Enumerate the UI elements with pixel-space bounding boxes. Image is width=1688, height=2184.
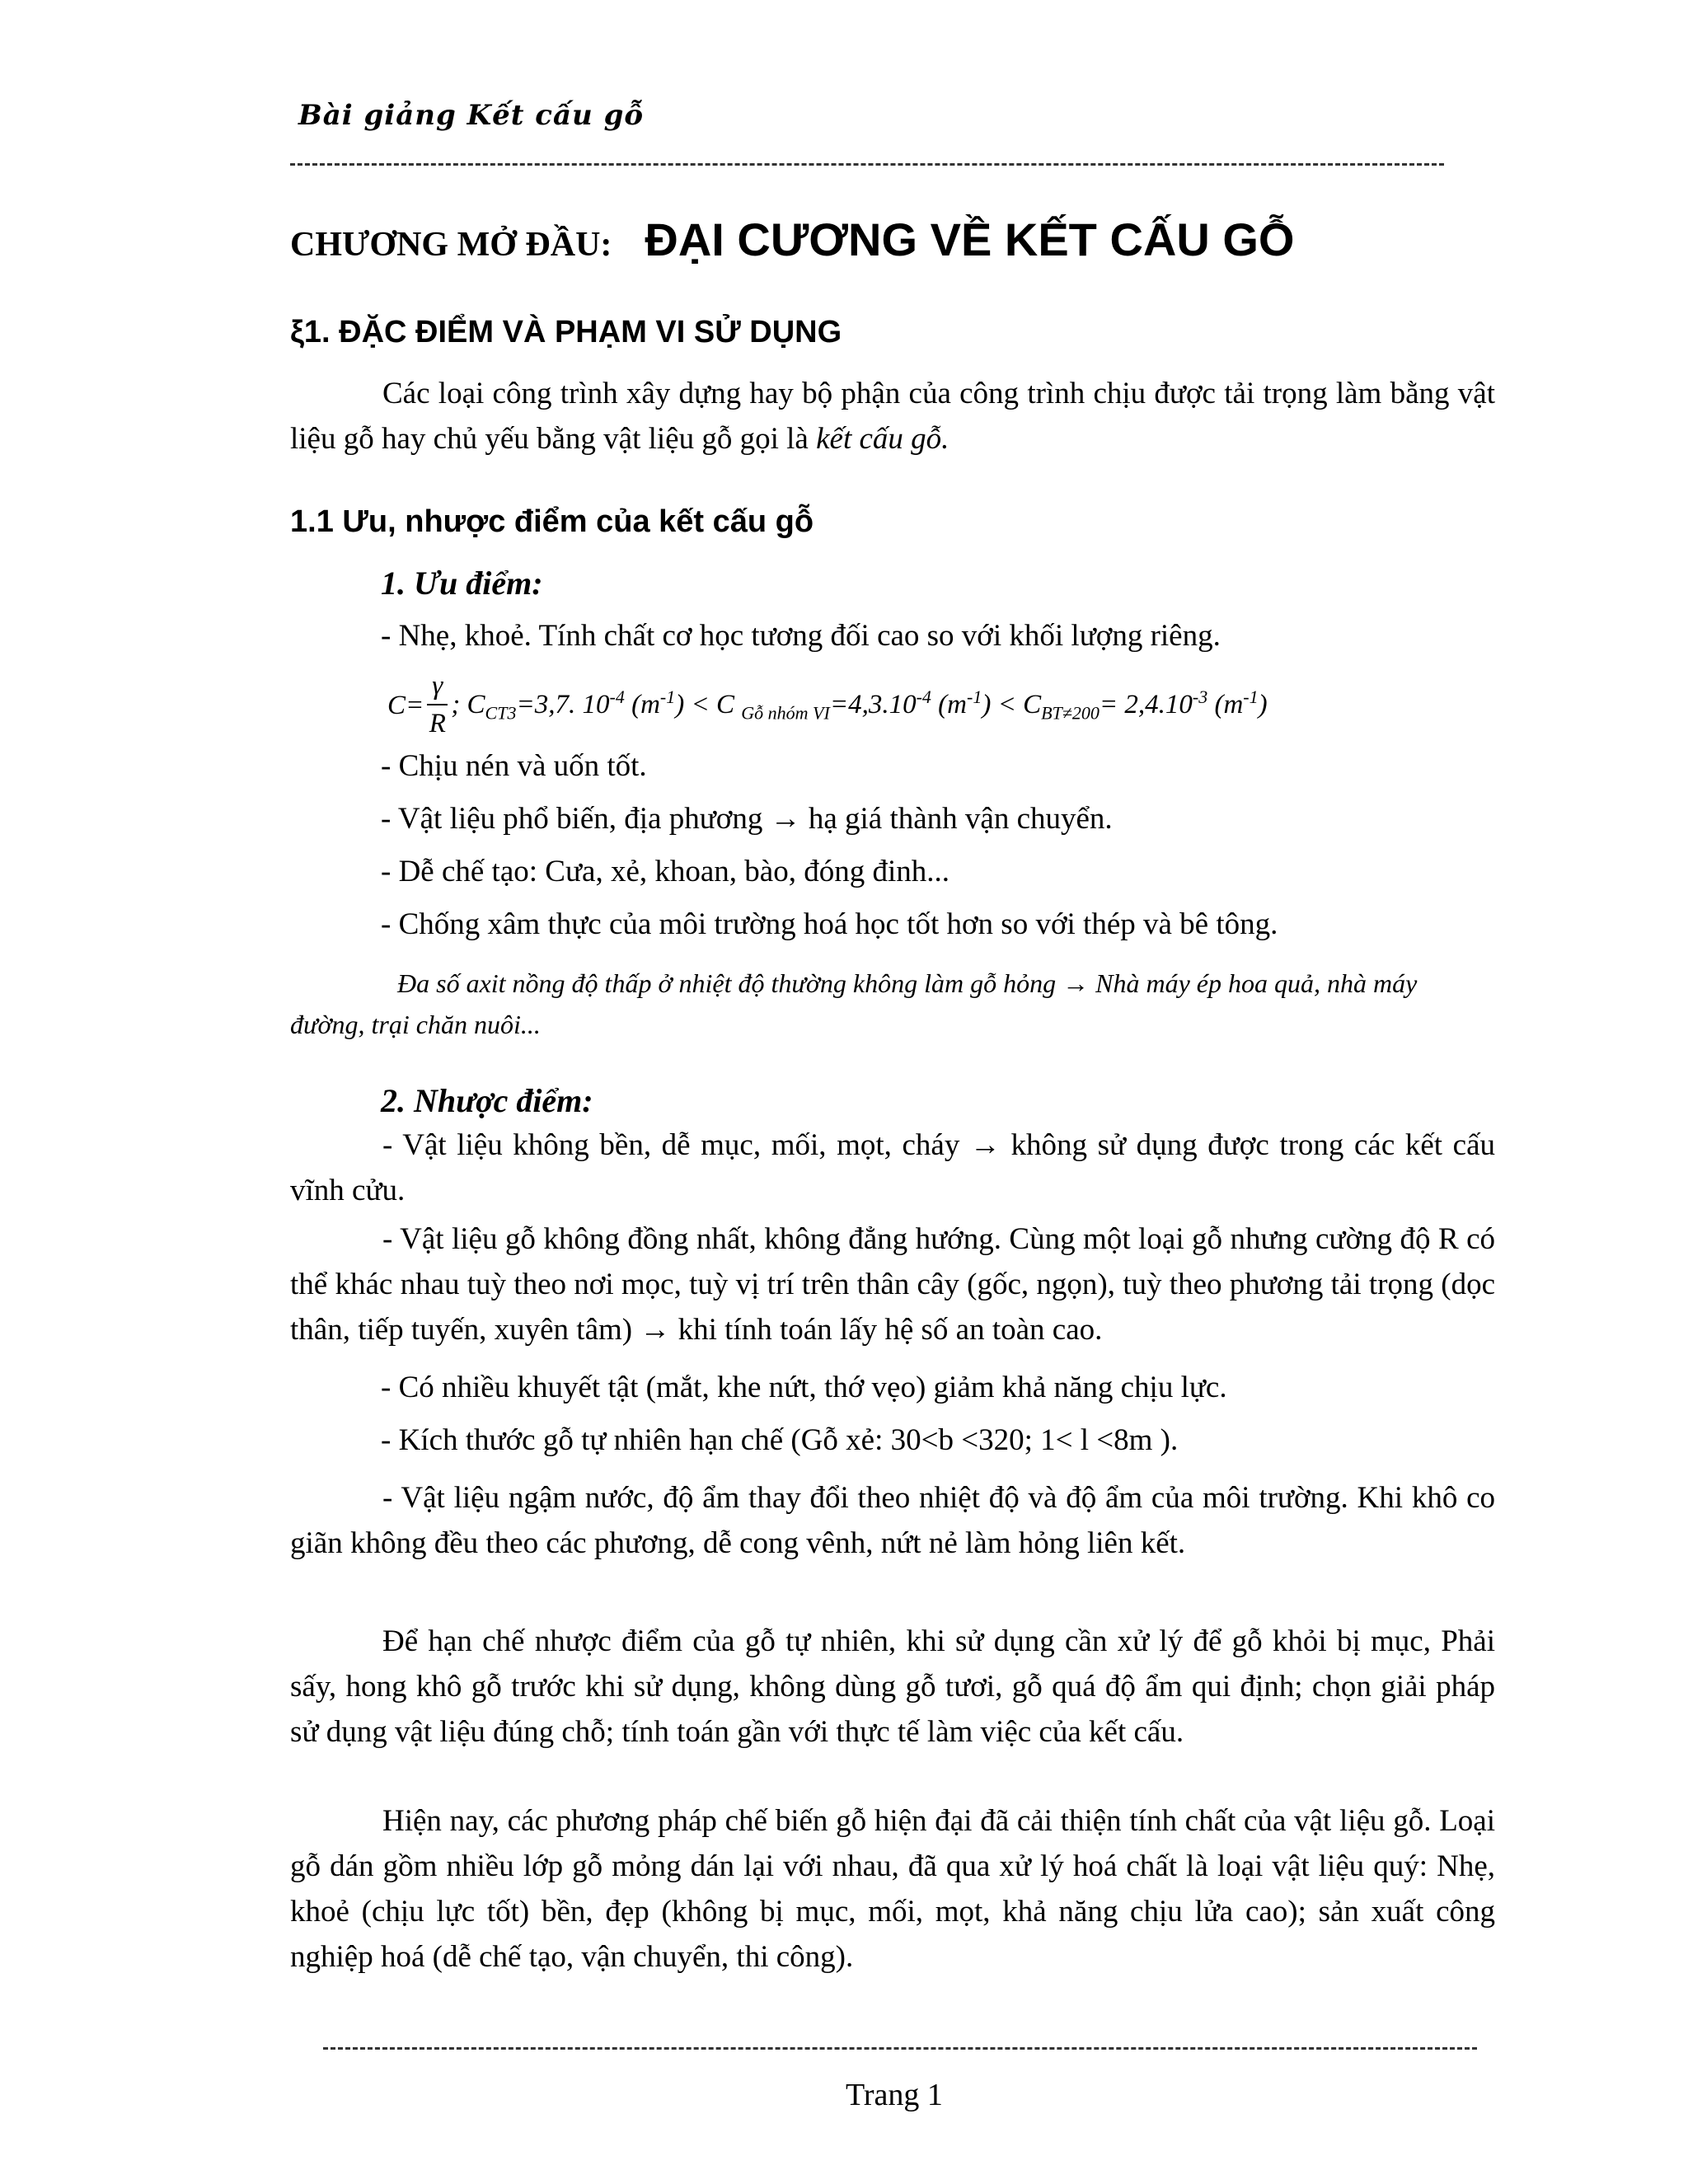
disadvantage-item: - Vật liệu gỗ không đồng nhất, không đẳng hướng. Cùng một loại gỗ nhưng cường độ R có thể khác nhau tuỳ theo nơi mọc, tuỳ vị trí trên thân cây (gốc, ngọn), tuỳ theo phương tải trọng (dọc thân, tiếp tuyến, xuyên tâm) → khi tính toán lấy hệ số an toàn cao. bbox=[290, 1222, 1495, 1347]
subsection-heading: 1.1 Ưu, nhược điểm của kết cấu gỗ bbox=[290, 504, 814, 539]
running-header: Bài giảng Kết cấu gỗ bbox=[298, 99, 645, 132]
section-heading: ξ1. ĐẶC ĐIỂM VÀ PHẠM VI SỬ DỤNG bbox=[290, 315, 842, 349]
formula-lhs: C= bbox=[387, 690, 424, 720]
advantage-item: - Chống xâm thực của môi trường hoá học tốt hơn so với thép và bê tông. bbox=[381, 907, 1278, 941]
body-paragraph: Để hạn chế nhược điểm của gỗ tự nhiên, khi sử dụng cần xử lý để gỗ khỏi bị mục, Phải sấy, hong khô gỗ trước khi sử dụng, không dùng gỗ tươi, gỗ quá độ ẩm qui định; chọn giải pháp sử dụng vật liệu đúng chỗ; tính toán gần với thực tế làm việc của kết cấu. bbox=[290, 1624, 1495, 1749]
formula-body: ; $C_{CT3}=3,7$. $10^{-4}$ $(m^{-1}) < C$ $_{Gỗ nhóm VI}=4,3.10^{-4}$ $(m^{-1}) < C_{BT\ne 200}= 2,4.10^{-3}$ $(m^{-1})$ bbox=[451, 687, 1268, 724]
advantage-note: Đa số axit nồng độ thấp ở nhiệt độ thường không làm gỗ hỏng → Nhà máy ép hoa quả, nhà máy đường, trại chăn nuôi... bbox=[290, 968, 1418, 1039]
intro-text: Các loại công trình xây dựng hay bộ phận của công trình chịu được tải trọng làm bằng vật liệu gỗ hay chủ yếu bằng vật liệu gỗ gọi là bbox=[290, 377, 1495, 456]
page-number: Trang 1 bbox=[846, 2078, 943, 2112]
intro-paragraph bbox=[290, 371, 1495, 462]
advantage-item: - Chịu nén và uốn tốt. bbox=[381, 749, 647, 783]
formula-numerator: γ bbox=[427, 669, 448, 705]
disadvantage-item: - Vật liệu ngậm nước, độ ẩm thay đổi theo nhiệt độ và độ ẩm của môi trường. Khi khô co giãn không đều theo các phương, dễ cong vênh, nứt nẻ làm hỏng liên kết. bbox=[290, 1481, 1495, 1560]
footer-rule bbox=[323, 2047, 1477, 2050]
advantage-item: - Nhẹ, khoẻ. Tính chất cơ học tương đối cao so với khối lượng riêng. bbox=[381, 619, 1221, 653]
intro-term: kết cấu gỗ. bbox=[816, 422, 950, 456]
body-paragraph: Hiện nay, các phương pháp chế biến gỗ hiện đại đã cải thiện tính chất của vật liệu gỗ. Loại gỗ dán gồm nhiều lớp gỗ mỏng dán lại với nhau, đã qua xử lý hoá chất là loại vật liệu quý: Nhẹ, khoẻ (chịu lực tốt) bền, đẹp (không bị mục, mối, mọt, khả năng chịu lửa cao); sản xuất công nghiệp hoá (dễ chế tạo, vận chuyển, thi công). bbox=[290, 1804, 1495, 1974]
chapter-title bbox=[290, 213, 1294, 266]
header-rule bbox=[290, 163, 1444, 166]
chapter-main-title: ĐẠI CƯƠNG VỀ KẾT CẤU GỖ bbox=[645, 213, 1295, 265]
disadvantage-item: - Kích thước gỗ tự nhiên hạn chế (Gỗ xẻ: 30<b <320; 1< l <8m ). bbox=[381, 1423, 1179, 1457]
advantages-heading: 1. Ưu điểm: bbox=[381, 565, 543, 602]
formula-fraction bbox=[427, 669, 448, 742]
disadvantage-item: - Vật liệu không bền, dễ mục, mối, mọt, cháy → không sử dụng được trong các kết cấu vĩnh cửu. bbox=[290, 1128, 1495, 1207]
formula-denominator: R bbox=[429, 709, 446, 738]
advantage-item: - Vật liệu phổ biến, địa phương → hạ giá thành vận chuyển. bbox=[381, 802, 1113, 836]
chapter-prefix: CHƯƠNG MỞ ĐẦU: bbox=[290, 226, 612, 264]
disadvantage-item: - Có nhiều khuyết tật (mắt, khe nứt, thớ vẹo) giảm khả năng chịu lực. bbox=[381, 1371, 1227, 1404]
disadvantages-heading: 2. Nhược điểm: bbox=[381, 1082, 593, 1119]
advantage-item: - Dễ chế tạo: Cưa, xẻ, khoan, bào, đóng đinh... bbox=[381, 855, 950, 888]
strength-ratio-formula bbox=[387, 669, 1268, 742]
